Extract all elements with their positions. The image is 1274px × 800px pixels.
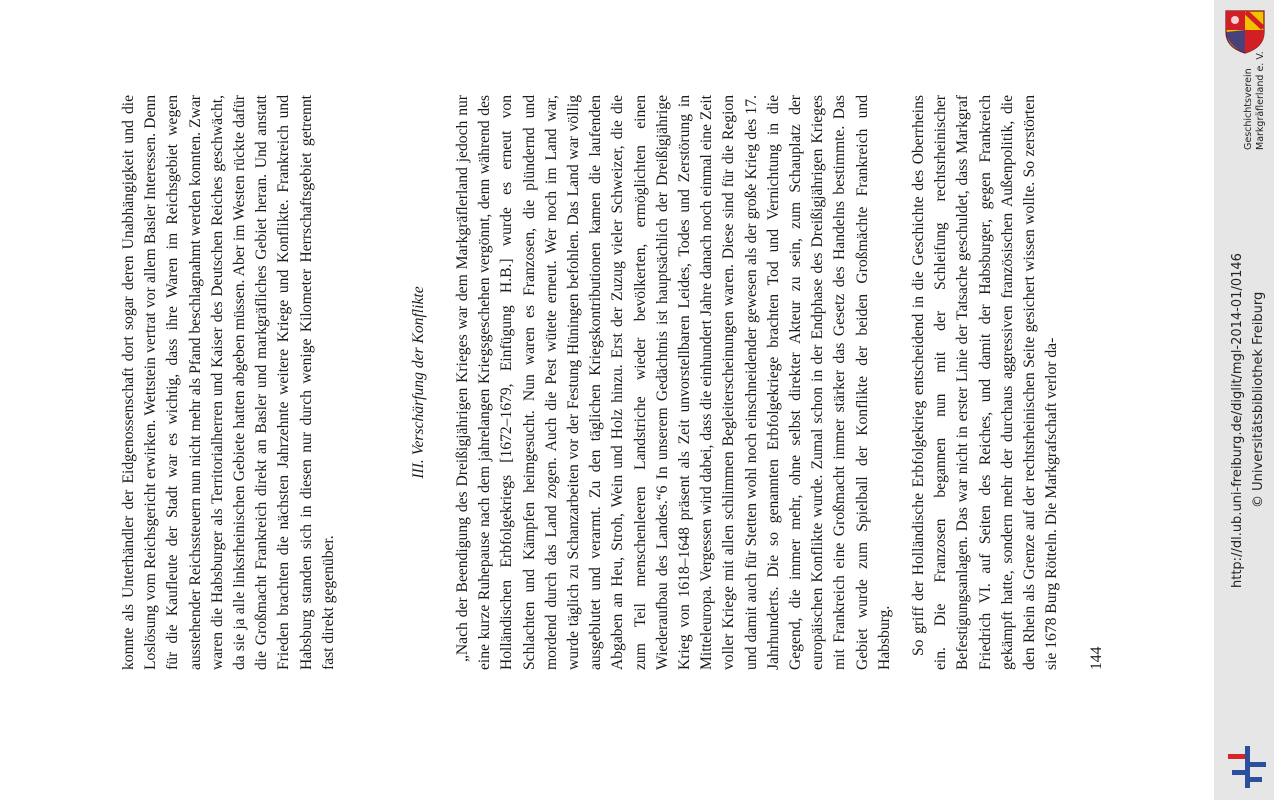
paragraph-3: So griff der Holländische Erbfolgekrieg entscheidend in die Geschichte des Oberrheins ein. Die Franzosen begannen nun mit der Schleifung rechtsrheinischer Befestigungsanlagen. Das war nicht in erster Linie der Tatsache geschuldet, dass Markgraf Friedrich VI. auf Seiten des Reiches, und damit der Habsburger, gegen Frankreich gekämpft hatte, sondern mehr der durchaus aggressiven französischen Außenpolitik, die den Rhein als Grenze auf der rechtsrheinischen Seite gesichert wissen wollte. So zerstörten sie 1678 Burg Rötteln. Die Markgrafschaft verlor da- <box>910 95 1061 670</box>
society-line-1: Geschichtsverein <box>1243 68 1254 150</box>
copyright-notice: © Universitätsbibliothek Freiburg <box>1251 291 1266 508</box>
page-number: 144 <box>1088 646 1105 670</box>
ub-freiburg-logo-icon <box>1226 744 1268 790</box>
paragraph-2: „Nach der Beendigung des Dreißigjährigen Krieges war dem Markgräflerland jedoch nur eine kurze Ruhepause nach dem jahrelangen Kriegsgeschehen vergönnt, denn während des Holländischen Erbfolgekriegs [1672–1679, Einfügung H.B.] wurde es erneut von Schlachten und Kämpfen heimgesucht. Nun waren es Franzosen, die plündernd und mordend durch das Land zogen. Auch die Pest wütete erneut. Wer noch im Land war, wurde täglich zu Schanzarbeiten vor der Festung Hüningen befohlen. Das Land war völlig ausgeblutet und verarmt. Zu den täglichen Kriegskontributionen kamen die laufenden Abgaben an Heu, Stroh, Wein und Holz hinzu. Erst der Zuzug vieler Schweizer, die die zum Teil menschenleeren Landstriche wieder bevölkerten, ermöglichten einen Wiederaufbau des Landes.“6 In unserem Gedächtnis ist hauptsächlich der Dreißigjährige Krieg von 1618–1648 präsent als Zeit unvorstellbaren Leides, Todes und Zerstörung in Mitteleuropa. Vergessen wird dabei, dass die einhundert Jahre danach noch einmal eine Zeit voller Kriege mit allen schlimmen Begleiterscheinungen waren. Diese sind für die Region und damit auch für Stetten wohl noch einschneidender gewesen als der große Krieg des 17. Jahrhunderts. Die so genannten Erbfolgekriege brachten Tod und Vernichtung in die Gegend, die immer mehr, ohne selbst direkter Akteur zu sein, zum Schauplatz der europäischen Konflikte wurde. Zumal schon in der Endphase des Dreißigjährigen Krieges mit Frankreich eine Großmacht immer stärker das Gesetz des Handelns bestimmte. Das Gebiet wurde zum Spielball der Konflikte der beiden Großmächte Frankreich und Habsburg. <box>454 95 893 670</box>
society-line-2: Markgräflerland e. V. <box>1255 51 1266 150</box>
section-heading: III. Verschärfung der Konflikte <box>410 286 427 479</box>
url-link[interactable]: http://dl.ub.uni-freiburg.de/diglit/mgl-2014-01/0146 <box>1230 253 1245 588</box>
paragraph-1: konnte als Unterhändler der Eidgenossenschaft dort sogar deren Unabhängigkeit und die Loslösung vom Reichsgericht erwirken. Wettstein vertrat vor allem Basler Interessen. Denn für die Kaufleute der Stadt war es wichtig, dass ihre Waren im Reichsgebiet wegen ausstehender Reichssteuern nun nicht mehr als Pfand beschlagnahmt werden konnten. Zwar waren die Habsburger als Territorialherren und Kaiser des Deutschen Reiches geschwächt, da sie ja alle linksrheinischen Gebiete hatten abgeben müssen. Aber im Westen rückte dafür die Großmacht Frankreich direkt an Basler und markgräfliches Gebiet heran. Und anstatt Frieden brachten die nächsten Jahrzehnte weitere Kriege und Konflikte. Frankreich und Habsburg standen sich in diesen nur durch wenige Kilometer Herrschaftsgebiet getrennt fast direkt gegenüber. <box>120 95 337 670</box>
society-name <box>1243 40 1267 150</box>
